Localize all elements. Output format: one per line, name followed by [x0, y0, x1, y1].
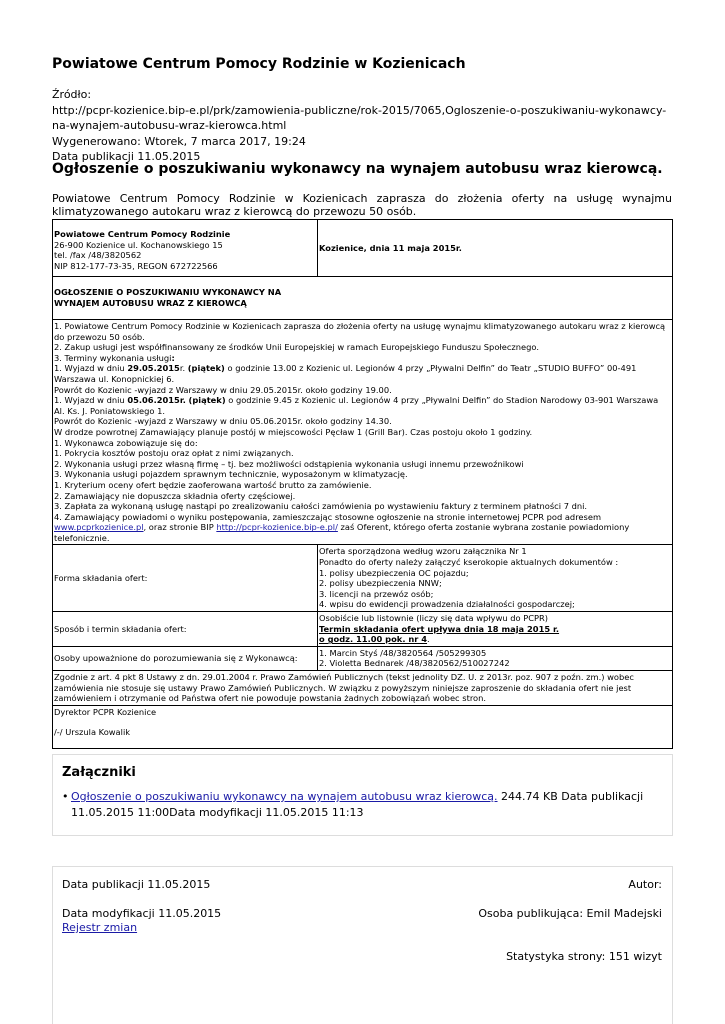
bip-website-link[interactable]: http://pcpr-kozienice.bip-e.pl/: [216, 522, 338, 533]
org-name: Powiatowe Centrum Pomocy Rodzinie: [54, 229, 231, 239]
table-row: [53, 545, 673, 612]
article-intro: Powiatowe Centrum Pomocy Rodzinie w Kozienicach zaprasza do złożenia oferty na usługę wynajmu klimatyzowanego autokaru wraz z kierowcą do przewozu 50 osób.: [52, 192, 672, 218]
table-row: [53, 705, 673, 748]
paragraph: 2. Zakup usługi jest współfinansowany ze środków Unii Europejskiej w ramach Europejskiego Funduszu Społecznego.: [54, 342, 539, 353]
trip-2: 1. Wyjazd w dniu 05.06.2015r. (piątek) o godzinie 9.45 z Kozienic ul. Legionów 4 przy „Pływalni Delfin” do Stadion Narodowy 03-901 Warszawa Al. Ks. J. Poniatowskiego 1.: [54, 395, 659, 416]
paragraph: 1. Wykonawca zobowiązuje się do:: [54, 437, 198, 448]
org-ids: NIP 812-177-73-35, REGON 672722566: [54, 260, 218, 271]
table-row: [53, 320, 673, 545]
attachment-item: [62, 789, 662, 820]
announcement-heading-2: WYNAJEM AUTOBUSU WRAZ Z KIEROWCĄ: [54, 297, 247, 308]
footer-author: Autor:: [628, 878, 662, 891]
paragraph: W drodze powrotnej Zamawiający planuje postój w miejscowości Pęcław 1 (Grill Bar). Czas postoju około 1 godziny.: [54, 426, 533, 437]
change-log-link[interactable]: Rejestr zmian: [62, 921, 138, 934]
paragraph: 2. Wykonania usługi przez własną firmę – tj. bez możliwości odstąpienia wykonania usługi innemu przewoźnikowi: [54, 458, 524, 469]
generated-date: Wygenerowano: Wtorek, 7 marca 2017, 19:24: [52, 134, 306, 148]
paragraph: 4. Zamawiający powiadomi o wyniku postępowania, zamieszczając stosowne ogłoszenie na stronie internetowej PCPR pod adresem www.pcprkozienice.pl, oraz stronie BIP http://pcpr-kozienice.bip-e.pl/ zaś Oferent, którego oferta zostanie wybrana zostanie powiadomiony telefonicznie.: [54, 511, 630, 543]
source-label: Źródło:: [52, 88, 92, 101]
signature-name: /-/ Urszula Kowalik: [54, 727, 131, 738]
paragraph: 1. Powiatowe Centrum Pomocy Rodzinie w Kozienicach zaprasza do złożenia oferty na usługę wynajmu klimatyzowanego autokaru wraz z kierowcą do przewozu 50 osób.: [54, 321, 666, 342]
source-url: http://pcpr-kozienice.bip-e.pl/prk/zamowienia-publiczne/rok-2015/7065,Ogloszenie-o-poszukiwaniu-wykonawcy-na-wynajem-autobusu-wraz-kierowca.html: [52, 103, 667, 132]
footer-panel: [52, 866, 673, 1024]
legal-cell: Zgodnie z art. 4 pkt 8 Ustawy z dn. 29.01.2004 r. Prawo Zamówień Publicznych (tekst jednolity DZ. U. z 2013r. poz. 907 z poźn. zm.) wobec zamówienia nie stosuje się ustawy Prawo Zamówień Publicznych. W związku z powyższym niniejsze zaproszenie do składania ofert nie jest zamówieniem i otrzymanie od Państwa ofert nie powoduje powstania żadnych zobowiązań wobec stron.: [53, 671, 673, 706]
announcement-heading-1: OGŁOSZENIE O POSZUKIWANIU WYKONAWCY NA: [54, 287, 282, 297]
org-address: 26-900 Kozienice ul. Kochanowskiego 15: [54, 239, 223, 250]
form-label-cell: Forma składania ofert:: [53, 545, 318, 612]
details-cell: [53, 320, 673, 545]
page-stats: Statystyka strony: 151 wizyt: [506, 950, 662, 963]
attachment-link[interactable]: Ogłoszenie o poszukiwaniu wykonawcy na wynajem autobusu wraz kierowcą.: [71, 790, 498, 803]
trip-1-return: Powrót do Kozienic -wyjazd z Warszawy w dniu 29.05.2015r. około godziny 19.00.: [54, 384, 392, 395]
paragraph: 1. Pokrycia kosztów postoju oraz opłat z nimi związanych.: [54, 448, 294, 459]
page-title: Powiatowe Centrum Pomocy Rodzinie w Kozienicach: [52, 56, 466, 72]
deadline-value-cell: Osobiście lub listownie (liczy się data wpływu do PCPR) Termin składania ofert upływa dnia 18 maja 2015 r. o godz. 11.00 pok. nr 4.: [318, 612, 673, 647]
footer-published: Data publikacji 11.05.2015: [62, 878, 211, 891]
heading-cell: [53, 277, 673, 320]
publication-date: Data publikacji 11.05.2015: [52, 150, 201, 163]
article-title: Ogłoszenie o poszukiwaniu wykonawcy na wynajem autobusu wraz kierowcą.: [52, 161, 663, 177]
form-value-cell: Oferta sporządzona według wzoru załącznika Nr 1 Ponadto do oferty należy załączyć kserokopie aktualnych dokumentów : 1. polisy ubezpieczenia OC pojazdu; 2. polisy ubezpieczenia NNW; 3. licencji na przewóz osób; 4. wpisu do ewidencji prowadzenia działalności gospodarczej;: [318, 545, 673, 612]
paragraph: 3. Terminy wykonania usługi:: [54, 352, 175, 363]
table-row: [53, 220, 673, 277]
place-date: Kozienice, dnia 11 maja 2015r.: [319, 242, 462, 253]
table-row: [53, 646, 673, 670]
table-row: [53, 612, 673, 647]
org-cell: [53, 220, 318, 277]
attachment-meta: 244.74 KB Data publikacji 11.05.2015 11:00Data modyfikacji 11.05.2015 11:13: [71, 790, 644, 819]
trip-2-return: Powrót do Kozienic -wyjazd z Warszawy w dniu 05.06.2015r. około godziny 14.30.: [54, 416, 392, 427]
signature-cell: [53, 705, 673, 748]
deadline-label-cell: Sposób i termin składania ofert:: [53, 612, 318, 647]
paragraph: 1. Kryterium oceny ofert będzie zaoferowana wartość brutto za zamówienie.: [54, 479, 372, 490]
pcpr-website-link[interactable]: www.pcprkozienice.pl: [54, 522, 144, 533]
paragraph: 3. Zapłata za wykonaną usługę nastąpi po zrealizowaniu całości zamówienia po wystawieniu faktury z terminem płatności 7 dni.: [54, 501, 588, 512]
footer-publisher: Osoba publikująca: Emil Madejski: [478, 907, 662, 920]
contact-value-cell: 1. Marcin Styś /48/3820564 /505299305 2. Violetta Bednarek /48/3820562/510027242: [318, 646, 673, 670]
org-phone: tel. /fax /48/3820562: [54, 250, 142, 261]
deadline-time: o godz. 11.00 pok. nr 4: [319, 634, 428, 645]
bullet-icon: •: [62, 790, 69, 803]
signature-title: Dyrektor PCPR Kozienice: [54, 706, 157, 717]
footer-modified: Data modyfikacji 11.05.2015: [62, 907, 222, 920]
paragraph: 3. Wykonania usługi pojazdem sprawnym technicznie, wyposażonym w klimatyzację.: [54, 469, 408, 480]
place-date-cell: [318, 220, 673, 277]
trip-1: 1. Wyjazd w dniu 29.05.2015r. (piątek) o godzinie 13.00 z Kozienic ul. Legionów 4 przy „Pływalni Delfin” do Teatr „STUDIO BUFFO” 00-491 Warszawa ul. Konopnickiej 6.: [54, 363, 637, 384]
attachments-panel: [52, 754, 673, 836]
announcement-table: [52, 219, 673, 749]
table-row: [53, 671, 673, 706]
contact-label-cell: Osoby upoważnione do porozumiewania się z Wykonawcą:: [53, 646, 318, 670]
paragraph: 2. Zamawiający nie dopuszcza składnia oferty częściowej.: [54, 490, 296, 501]
deadline-date: Termin składania ofert upływa dnia 18 maja 2015 r.: [319, 623, 560, 634]
attachments-title: Załączniki: [62, 765, 136, 780]
document-meta: [52, 87, 677, 165]
table-row: [53, 277, 673, 320]
